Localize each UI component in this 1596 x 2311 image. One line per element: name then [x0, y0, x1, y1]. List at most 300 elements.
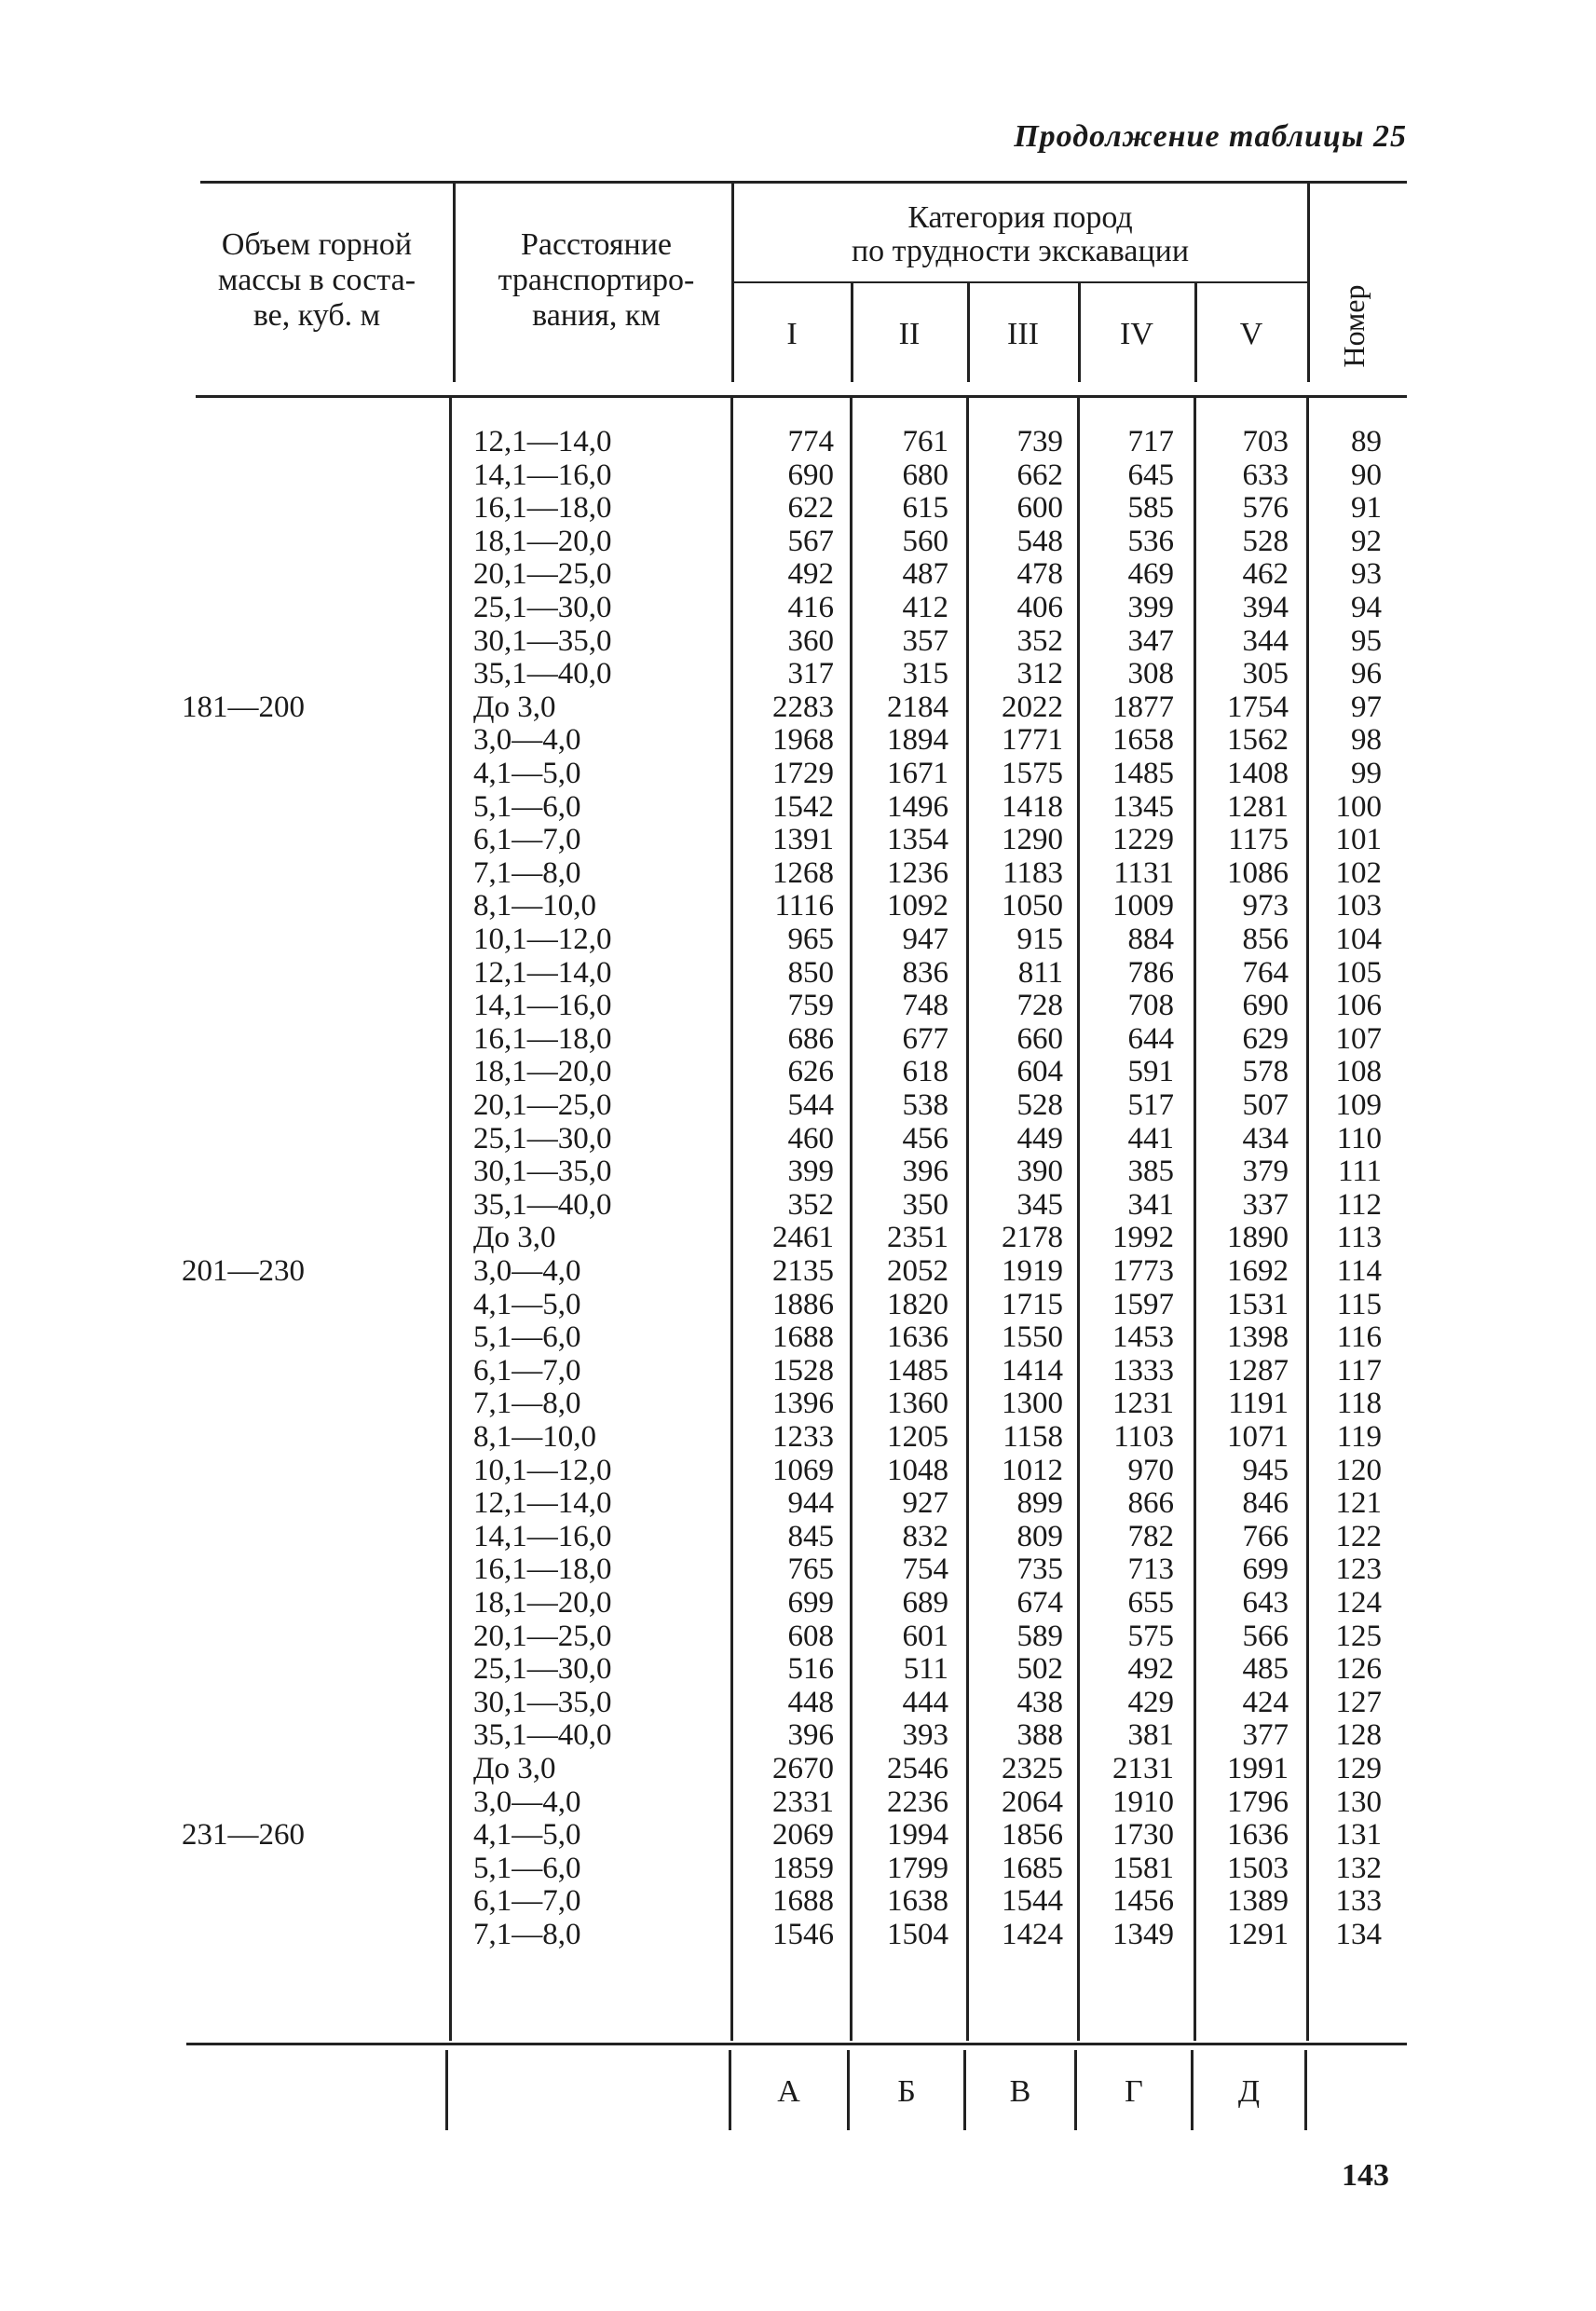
header-category: Категория пород по трудности экскавации: [851, 200, 1190, 268]
value-cell: 1773: [1112, 1254, 1174, 1288]
value-cell: 337: [1242, 1187, 1289, 1222]
value-cell: 717: [1127, 425, 1174, 458]
distance-cell: 5,1—6,0: [473, 1851, 581, 1885]
value-cell: 1688: [772, 1320, 834, 1355]
value-cell: 633: [1242, 458, 1289, 492]
value-cell: 377: [1242, 1718, 1289, 1753]
distance-cell: 18,1—20,0: [473, 524, 612, 558]
value-cell: 1485: [1112, 757, 1174, 790]
value-cell: 1919: [1002, 1254, 1063, 1288]
value-cell: 352: [1016, 623, 1063, 658]
header-cat-2: II: [898, 317, 921, 351]
value-cell: 305: [1242, 657, 1289, 691]
row-number-cell: 115: [1336, 1287, 1382, 1321]
row-number-cell: 98: [1351, 723, 1382, 758]
distance-cell: До 3,0: [473, 690, 556, 724]
row-number-cell: 131: [1335, 1818, 1382, 1853]
row-number-cell: 124: [1335, 1586, 1382, 1620]
footer-divider: [445, 2050, 448, 2130]
value-cell: 1092: [887, 889, 948, 923]
value-cell: 2236: [887, 1785, 948, 1819]
value-cell: 2052: [887, 1254, 948, 1288]
value-cell: 585: [1127, 491, 1174, 526]
distance-cell: 4,1—5,0: [473, 757, 581, 790]
value-cell: 615: [902, 491, 948, 526]
value-cell: 686: [787, 1021, 834, 1056]
distance-cell: 25,1—30,0: [473, 591, 612, 624]
distance-cell: 30,1—35,0: [473, 623, 612, 658]
value-cell: 344: [1242, 623, 1289, 658]
value-cell: 460: [787, 1121, 834, 1156]
distance-cell: 16,1—18,0: [473, 1552, 612, 1587]
value-cell: 600: [1016, 491, 1063, 526]
distance-cell: 20,1—25,0: [473, 1088, 612, 1122]
category-rule: [731, 281, 1307, 283]
value-cell: 947: [902, 923, 948, 956]
value-cell: 2283: [772, 690, 834, 724]
value-cell: 528: [1242, 524, 1289, 558]
distance-cell: 7,1—8,0: [473, 855, 581, 890]
value-cell: 618: [902, 1055, 948, 1089]
value-cell: 1009: [1112, 889, 1174, 923]
value-cell: 1191: [1228, 1387, 1289, 1421]
value-cell: 1396: [772, 1387, 834, 1421]
value-cell: 655: [1127, 1586, 1174, 1620]
value-cell: 1281: [1227, 789, 1289, 824]
row-number-cell: 122: [1335, 1519, 1382, 1553]
value-cell: 1205: [887, 1420, 948, 1454]
row-number-cell: 105: [1335, 955, 1382, 990]
distance-cell: 30,1—35,0: [473, 1155, 612, 1189]
value-cell: 915: [1016, 923, 1063, 956]
distance-cell: 14,1—16,0: [473, 1519, 612, 1553]
row-number-cell: 121: [1335, 1486, 1382, 1521]
row-number-cell: 126: [1335, 1652, 1382, 1687]
value-cell: 379: [1242, 1155, 1289, 1189]
distance-cell: 10,1—12,0: [473, 923, 612, 956]
value-cell: 645: [1127, 458, 1174, 492]
distance-cell: 35,1—40,0: [473, 1187, 612, 1222]
value-cell: 2135: [772, 1254, 834, 1288]
value-cell: 1820: [887, 1287, 948, 1321]
row-number-cell: 134: [1335, 1918, 1382, 1951]
value-cell: 1048: [887, 1453, 948, 1487]
value-cell: 462: [1242, 557, 1289, 592]
value-cell: 1354: [887, 823, 948, 857]
value-cell: 567: [787, 524, 834, 558]
distance-cell: 12,1—14,0: [473, 1486, 612, 1521]
row-number-cell: 114: [1336, 1254, 1382, 1288]
row-number-cell: 112: [1336, 1187, 1382, 1222]
value-cell: 441: [1127, 1121, 1174, 1156]
value-cell: 660: [1016, 1021, 1063, 1056]
value-cell: 1391: [772, 823, 834, 857]
distance-cell: До 3,0: [473, 1752, 556, 1785]
value-cell: 544: [787, 1088, 834, 1122]
row-number-cell: 128: [1335, 1718, 1382, 1753]
value-cell: 764: [1242, 955, 1289, 990]
header-number: Номер: [1337, 284, 1371, 368]
value-cell: 444: [902, 1685, 948, 1719]
value-cell: 589: [1016, 1619, 1063, 1653]
header-volume: Объем горной массы в соста- ве, куб. м: [217, 227, 416, 333]
value-cell: 761: [902, 425, 948, 458]
value-cell: 538: [902, 1088, 948, 1122]
value-cell: 1856: [1002, 1818, 1063, 1853]
value-cell: 1071: [1227, 1420, 1289, 1454]
row-number-cell: 117: [1336, 1353, 1382, 1388]
value-cell: 394: [1242, 591, 1289, 624]
row-number-cell: 101: [1335, 823, 1382, 857]
row-number-cell: 111: [1337, 1155, 1382, 1189]
value-cell: 643: [1242, 1586, 1289, 1620]
value-cell: 1658: [1112, 723, 1174, 758]
value-cell: 774: [787, 425, 834, 458]
value-cell: 699: [1242, 1552, 1289, 1587]
header-bottom-rule: [196, 395, 1407, 398]
value-cell: 357: [902, 623, 948, 658]
value-cell: 406: [1016, 591, 1063, 624]
value-cell: 2461: [772, 1221, 834, 1255]
value-cell: 674: [1016, 1586, 1063, 1620]
value-cell: 1012: [1002, 1453, 1063, 1487]
value-cell: 944: [787, 1486, 834, 1521]
distance-cell: 12,1—14,0: [473, 955, 612, 990]
footer-cat-1: А: [777, 2074, 800, 2109]
value-cell: 578: [1242, 1055, 1289, 1089]
value-cell: 811: [1017, 955, 1063, 990]
value-cell: 1692: [1227, 1254, 1289, 1288]
value-cell: 782: [1127, 1519, 1174, 1553]
header-cat-1: I: [786, 317, 798, 351]
value-cell: 1086: [1227, 855, 1289, 890]
distance-cell: 12,1—14,0: [473, 425, 612, 458]
row-number-cell: 93: [1351, 557, 1382, 592]
value-cell: 1729: [772, 757, 834, 790]
row-number-cell: 116: [1336, 1320, 1382, 1355]
value-cell: 434: [1242, 1121, 1289, 1156]
value-cell: 390: [1016, 1155, 1063, 1189]
value-cell: 1799: [887, 1851, 948, 1885]
value-cell: 2546: [887, 1752, 948, 1785]
value-cell: 1531: [1227, 1287, 1289, 1321]
value-cell: 2670: [772, 1752, 834, 1785]
row-number-cell: 118: [1336, 1387, 1382, 1421]
volume-group-label: 231—260: [182, 1818, 305, 1853]
row-number-cell: 110: [1336, 1121, 1382, 1156]
distance-cell: 14,1—16,0: [473, 458, 612, 492]
value-cell: 399: [787, 1155, 834, 1189]
row-number-cell: 123: [1335, 1552, 1382, 1587]
footer-cat-2: Б: [897, 2074, 916, 2109]
row-number-cell: 104: [1335, 923, 1382, 956]
value-cell: 1562: [1227, 723, 1289, 758]
value-cell: 2022: [1002, 690, 1063, 724]
value-cell: 548: [1016, 524, 1063, 558]
row-number-cell: 113: [1336, 1221, 1382, 1255]
value-cell: 973: [1242, 889, 1289, 923]
value-cell: 396: [787, 1718, 834, 1753]
distance-cell: 35,1—40,0: [473, 1718, 612, 1753]
table-top-rule: [200, 181, 1407, 184]
distance-cell: 25,1—30,0: [473, 1121, 612, 1156]
value-cell: 1398: [1227, 1320, 1289, 1355]
value-cell: 536: [1127, 524, 1174, 558]
value-cell: 739: [1016, 425, 1063, 458]
value-cell: 1424: [1002, 1918, 1063, 1951]
value-cell: 492: [1127, 1652, 1174, 1687]
value-cell: 748: [902, 989, 948, 1023]
value-cell: 341: [1127, 1187, 1174, 1222]
value-cell: 622: [787, 491, 834, 526]
value-cell: 1671: [887, 757, 948, 790]
value-cell: 449: [1016, 1121, 1063, 1156]
running-header: Продолжение таблицы 25: [1014, 119, 1407, 154]
value-cell: 1131: [1113, 855, 1174, 890]
value-cell: 604: [1016, 1055, 1063, 1089]
value-cell: 1991: [1227, 1752, 1289, 1785]
body-divider: [449, 395, 452, 2041]
distance-cell: До 3,0: [473, 1221, 556, 1255]
distance-cell: 3,0—4,0: [473, 723, 581, 758]
body-divider: [1077, 395, 1080, 2041]
value-cell: 2351: [887, 1221, 948, 1255]
value-cell: 2325: [1002, 1752, 1063, 1785]
value-cell: 759: [787, 989, 834, 1023]
value-cell: 502: [1016, 1652, 1063, 1687]
value-cell: 644: [1127, 1021, 1174, 1056]
row-number-cell: 103: [1335, 889, 1382, 923]
distance-cell: 16,1—18,0: [473, 491, 612, 526]
row-number-cell: 125: [1335, 1619, 1382, 1653]
value-cell: 399: [1127, 591, 1174, 624]
header-cat-4: IV: [1120, 317, 1153, 351]
value-cell: 1796: [1227, 1785, 1289, 1819]
value-cell: 381: [1127, 1718, 1174, 1753]
value-cell: 662: [1016, 458, 1063, 492]
value-cell: 1546: [772, 1918, 834, 1951]
body-divider: [850, 395, 853, 2041]
value-cell: 1233: [772, 1420, 834, 1454]
value-cell: 945: [1242, 1453, 1289, 1487]
value-cell: 970: [1127, 1453, 1174, 1487]
value-cell: 845: [787, 1519, 834, 1553]
value-cell: 1103: [1113, 1420, 1174, 1454]
value-cell: 1503: [1227, 1851, 1289, 1885]
value-cell: 2184: [887, 690, 948, 724]
row-number-cell: 100: [1335, 789, 1382, 824]
body-divider: [966, 395, 969, 2041]
value-cell: 1994: [887, 1818, 948, 1853]
value-cell: 1550: [1002, 1320, 1063, 1355]
value-cell: 345: [1016, 1187, 1063, 1222]
volume-group-label: 201—230: [182, 1254, 305, 1288]
value-cell: 2331: [772, 1785, 834, 1819]
value-cell: 1069: [772, 1453, 834, 1487]
value-cell: 1175: [1228, 823, 1289, 857]
value-cell: 1968: [772, 723, 834, 758]
row-number-cell: 127: [1335, 1685, 1382, 1719]
header-cat-3: III: [1007, 317, 1039, 351]
distance-cell: 20,1—25,0: [473, 557, 612, 592]
value-cell: 1685: [1002, 1851, 1063, 1885]
value-cell: 690: [787, 458, 834, 492]
value-cell: 884: [1127, 923, 1174, 956]
value-cell: 393: [902, 1718, 948, 1753]
header-distance: Расстояние транспортиро- вания, км: [498, 227, 695, 333]
value-cell: 456: [902, 1121, 948, 1156]
value-cell: 1688: [772, 1884, 834, 1919]
value-cell: 396: [902, 1155, 948, 1189]
row-number-cell: 132: [1335, 1851, 1382, 1885]
value-cell: 836: [902, 955, 948, 990]
value-cell: 690: [1242, 989, 1289, 1023]
row-number-cell: 89: [1351, 425, 1382, 458]
footer-cat-4: Г: [1125, 2074, 1143, 2109]
value-cell: 591: [1127, 1055, 1174, 1089]
value-cell: 699: [787, 1586, 834, 1620]
row-number-cell: 109: [1335, 1088, 1382, 1122]
value-cell: 728: [1016, 989, 1063, 1023]
value-cell: 1636: [887, 1320, 948, 1355]
row-number-cell: 106: [1335, 989, 1382, 1023]
distance-cell: 4,1—5,0: [473, 1818, 581, 1853]
value-cell: 1528: [772, 1353, 834, 1388]
row-number-cell: 119: [1336, 1420, 1382, 1454]
value-cell: 1236: [887, 855, 948, 890]
value-cell: 469: [1127, 557, 1174, 592]
header-cat-5: V: [1239, 317, 1263, 351]
value-cell: 1290: [1002, 823, 1063, 857]
value-cell: 412: [902, 591, 948, 624]
value-cell: 1638: [887, 1884, 948, 1919]
value-cell: 765: [787, 1552, 834, 1587]
value-cell: 1183: [1003, 855, 1063, 890]
distance-cell: 25,1—30,0: [473, 1652, 612, 1687]
value-cell: 485: [1242, 1652, 1289, 1687]
distance-cell: 10,1—12,0: [473, 1453, 612, 1487]
value-cell: 315: [902, 657, 948, 691]
row-number-cell: 92: [1351, 524, 1382, 558]
row-number-cell: 108: [1335, 1055, 1382, 1089]
value-cell: 832: [902, 1519, 948, 1553]
volume-group-label: 181—200: [182, 690, 305, 724]
value-cell: 809: [1016, 1519, 1063, 1553]
footer-cat-3: В: [1009, 2074, 1031, 2109]
value-cell: 856: [1242, 923, 1289, 956]
value-cell: 766: [1242, 1519, 1289, 1553]
value-cell: 1485: [887, 1353, 948, 1388]
value-cell: 576: [1242, 491, 1289, 526]
distance-cell: 18,1—20,0: [473, 1586, 612, 1620]
value-cell: 786: [1127, 955, 1174, 990]
value-cell: 1992: [1112, 1221, 1174, 1255]
value-cell: 1544: [1002, 1884, 1063, 1919]
row-number-cell: 133: [1335, 1884, 1382, 1919]
value-cell: 448: [787, 1685, 834, 1719]
value-cell: 1886: [772, 1287, 834, 1321]
footer-rule: [186, 2043, 1407, 2045]
value-cell: 708: [1127, 989, 1174, 1023]
value-cell: 385: [1127, 1155, 1174, 1189]
distance-cell: 6,1—7,0: [473, 1353, 581, 1388]
value-cell: 560: [902, 524, 948, 558]
value-cell: 1453: [1112, 1320, 1174, 1355]
value-cell: 1894: [887, 723, 948, 758]
value-cell: 927: [902, 1486, 948, 1521]
row-number-cell: 90: [1351, 458, 1382, 492]
value-cell: 478: [1016, 557, 1063, 592]
value-cell: 846: [1242, 1486, 1289, 1521]
value-cell: 850: [787, 955, 834, 990]
row-number-cell: 95: [1351, 623, 1382, 658]
value-cell: 677: [902, 1021, 948, 1056]
value-cell: 507: [1242, 1088, 1289, 1122]
distance-cell: 3,0—4,0: [473, 1785, 581, 1819]
value-cell: 1050: [1002, 889, 1063, 923]
value-cell: 352: [787, 1187, 834, 1222]
value-cell: 866: [1127, 1486, 1174, 1521]
value-cell: 1116: [774, 889, 834, 923]
value-cell: 1231: [1112, 1387, 1174, 1421]
value-cell: 899: [1016, 1486, 1063, 1521]
value-cell: 713: [1127, 1552, 1174, 1587]
value-cell: 1268: [772, 855, 834, 890]
value-cell: 754: [902, 1552, 948, 1587]
value-cell: 1910: [1112, 1785, 1174, 1819]
value-cell: 350: [902, 1187, 948, 1222]
value-cell: 308: [1127, 657, 1174, 691]
value-cell: 1456: [1112, 1884, 1174, 1919]
col-divider: [1307, 181, 1310, 382]
distance-cell: 6,1—7,0: [473, 1884, 581, 1919]
value-cell: 1859: [772, 1851, 834, 1885]
distance-cell: 16,1—18,0: [473, 1021, 612, 1056]
col-divider: [453, 181, 456, 382]
value-cell: 416: [787, 591, 834, 624]
value-cell: 516: [787, 1652, 834, 1687]
page-number: 143: [1342, 2158, 1389, 2193]
value-cell: 1715: [1002, 1287, 1063, 1321]
value-cell: 1414: [1002, 1353, 1063, 1388]
row-number-cell: 129: [1335, 1752, 1382, 1785]
value-cell: 575: [1127, 1619, 1174, 1653]
value-cell: 1877: [1112, 690, 1174, 724]
value-cell: 1890: [1227, 1221, 1289, 1255]
value-cell: 347: [1127, 623, 1174, 658]
value-cell: 1287: [1227, 1353, 1289, 1388]
row-number-cell: 97: [1351, 690, 1382, 724]
row-number-cell: 96: [1351, 657, 1382, 691]
value-cell: 1496: [887, 789, 948, 824]
value-cell: 312: [1016, 657, 1063, 691]
footer-cat-5: Д: [1237, 2074, 1261, 2109]
value-cell: 317: [787, 657, 834, 691]
value-cell: 1636: [1227, 1818, 1289, 1853]
value-cell: 735: [1016, 1552, 1063, 1587]
row-number-cell: 99: [1351, 757, 1382, 790]
distance-cell: 5,1—6,0: [473, 1320, 581, 1355]
value-cell: 1581: [1112, 1851, 1174, 1885]
value-cell: 2178: [1002, 1221, 1063, 1255]
distance-cell: 18,1—20,0: [473, 1055, 612, 1089]
distance-cell: 4,1—5,0: [473, 1287, 581, 1321]
value-cell: 360: [787, 623, 834, 658]
value-cell: 2131: [1112, 1752, 1174, 1785]
value-cell: 424: [1242, 1685, 1289, 1719]
value-cell: 388: [1016, 1718, 1063, 1753]
value-cell: 626: [787, 1055, 834, 1089]
